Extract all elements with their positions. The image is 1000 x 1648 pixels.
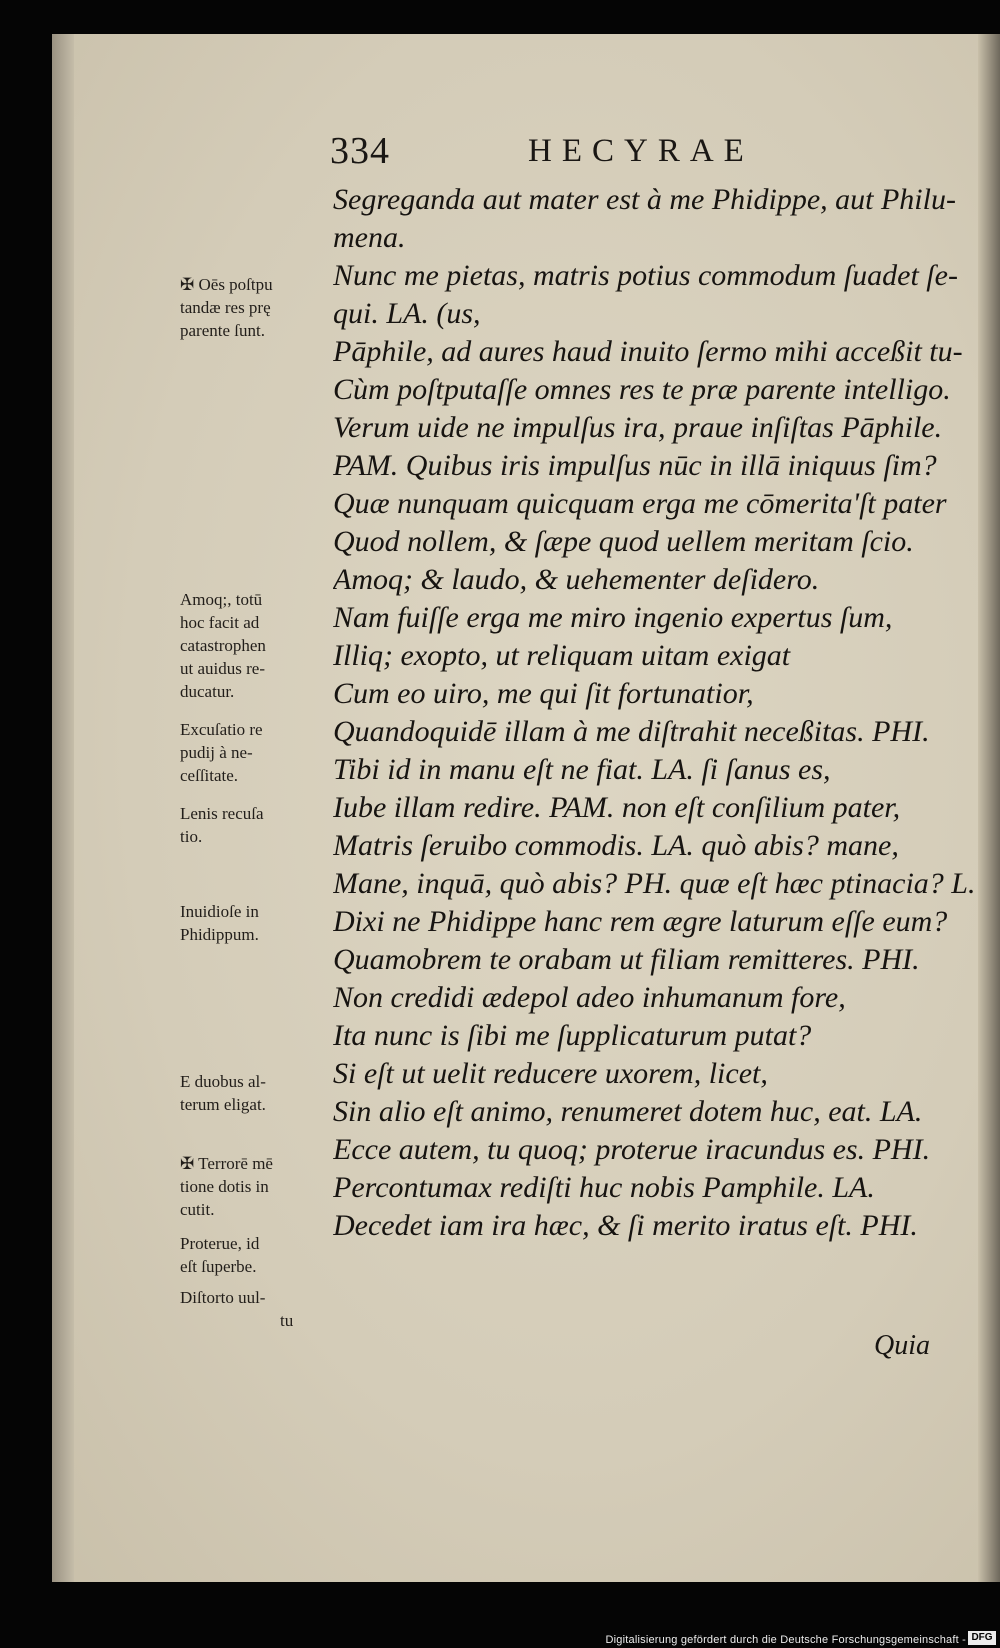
marginal-note xyxy=(180,1232,328,1278)
marginal-note-line: Amoq;, totū xyxy=(180,590,263,609)
text-line: Matris ſeruibo commodis. LA. quò abis? mane, xyxy=(333,829,899,862)
text-line: Illiq; exopto, ut reliquam uitam exigat xyxy=(333,639,791,672)
marginal-note-line: tandæ res prę xyxy=(180,298,271,317)
marginal-note-line: hoc facit ad xyxy=(180,613,260,632)
marginal-note xyxy=(180,802,328,848)
text-line: Dixi ne Phidippe hanc rem ægre laturum eſſe eum? xyxy=(333,905,948,938)
text-line: Cum eo uiro, me qui ſit fortunatior, xyxy=(333,677,754,710)
marginal-note-line: ✠ Terrorē mē xyxy=(180,1154,273,1173)
marginal-note xyxy=(180,273,328,342)
marginal-note-line: Phidippum. xyxy=(180,925,259,944)
marginal-note-line: Diſtorto uul- xyxy=(180,1288,266,1307)
marginal-note-line: Proterue, id xyxy=(180,1234,260,1253)
marginal-note-line: ut auidus re- xyxy=(180,659,265,678)
text-line: Percontumax rediſti huc nobis Pamphile. LA. xyxy=(333,1171,875,1204)
text-line: Ecce autem, tu quoq; proterue iracundus es. PHI. xyxy=(333,1133,931,1166)
page-edge-shadow xyxy=(52,34,74,1582)
funding-credit: Digitalisierung gefördert durch die Deutsche Forschungsgemeinschaft - xyxy=(605,1634,966,1646)
text-line: Quamobrem te orabam ut filiam remitteres. PHI. xyxy=(333,943,920,976)
marginal-note xyxy=(180,718,328,787)
marginal-note xyxy=(180,900,328,946)
marginal-note-line: parente ſunt. xyxy=(180,321,265,340)
marginal-note-line: tione dotis in xyxy=(180,1177,269,1196)
text-line: Ita nunc is ſibi me ſupplicaturum putat? xyxy=(333,1019,812,1052)
text-line: Nam fuiſſe erga me miro ingenio expertus ſum, xyxy=(333,601,893,634)
text-line: Tibi id in manu eſt ne fiat. LA. ſi ſanus es, xyxy=(333,753,831,786)
text-line: Iube illam redire. PAM. non eſt conſilium pater, xyxy=(333,791,901,824)
text-line: mena. xyxy=(333,221,406,254)
text-line: Sin alio eſt animo, renumeret dotem huc, eat. LA. xyxy=(333,1095,923,1128)
marginal-note-line: ducatur. xyxy=(180,682,235,701)
marginal-note xyxy=(180,1070,328,1116)
marginal-note-line: E duobus al- xyxy=(180,1072,266,1091)
text-line: PAM. Quibus iris impulſus nūc in illā iniquus ſim? xyxy=(333,449,937,482)
marginal-note-line: Lenis recuſa xyxy=(180,804,264,823)
text-line: Pāphile, ad aures haud inuito ſermo mihi acceßit tu- xyxy=(333,335,963,368)
marginal-note-line: pudij à ne- xyxy=(180,743,253,762)
dfg-logo: DFG xyxy=(968,1631,996,1645)
marginal-note-line: eſt ſuperbe. xyxy=(180,1257,257,1276)
marginal-note xyxy=(180,1152,328,1221)
marginal-note-line: tu xyxy=(280,1311,294,1330)
text-line: Nunc me pietas, matris potius commodum ſuadet ſe- xyxy=(333,259,958,292)
text-line: Segregandа aut mater est à me Phidippe, aut Philu- xyxy=(333,183,956,216)
text-line: Decedet iam ira hæc, & ſi merito iratus eſt. PHI. xyxy=(333,1209,918,1242)
text-line: Non credidi ædepol adeo inhumanum fore, xyxy=(333,981,846,1014)
marginal-note xyxy=(180,1286,328,1332)
text-line: Quandoquidē illam à me diſtrahit neceßitas. PHI. xyxy=(333,715,930,748)
marginal-note-line: tio. xyxy=(180,827,203,846)
marginal-note xyxy=(180,588,328,703)
marginal-note-line: ✠ Oēs poſtpu xyxy=(180,275,273,294)
marginal-note-line: cutit. xyxy=(180,1200,215,1219)
marginal-note-line: ceſſitate. xyxy=(180,766,239,785)
marginal-note-line: Inuidioſe in xyxy=(180,902,259,921)
marginal-note-line: catastrophen xyxy=(180,636,266,655)
text-line: Si eſt ut uelit reducere uxorem, licet, xyxy=(333,1057,768,1090)
digitization-footer xyxy=(0,1626,1000,1648)
text-line: qui. LA. (us, xyxy=(333,297,481,330)
text-line: Amoq; & laudo, & uehementer deſidero. xyxy=(333,563,820,596)
catchword: Quia xyxy=(874,1330,930,1361)
text-line: Verum uide ne impulſus ira, praue inſiſtas Pāphile. xyxy=(333,411,943,444)
marginal-note-line: Excuſatio re xyxy=(180,720,263,739)
text-line: Cùm poſtputaſſe omnes res te præ parente intelligo. xyxy=(333,373,951,406)
running-title: HECYRAE xyxy=(528,133,754,169)
text-line: Quæ nunquam quicquam erga me cōmerita'ſt pater xyxy=(333,487,947,520)
page-number: 334 xyxy=(330,130,390,172)
marginal-note-line: terum eligat. xyxy=(180,1095,266,1114)
text-line: Quod nollem, & ſæpe quod uellem meritam ſcio. xyxy=(333,525,914,558)
text-line: Mane, inquā, quò abis? PH. quæ eſt hæc ptinacia? L. xyxy=(333,867,976,900)
